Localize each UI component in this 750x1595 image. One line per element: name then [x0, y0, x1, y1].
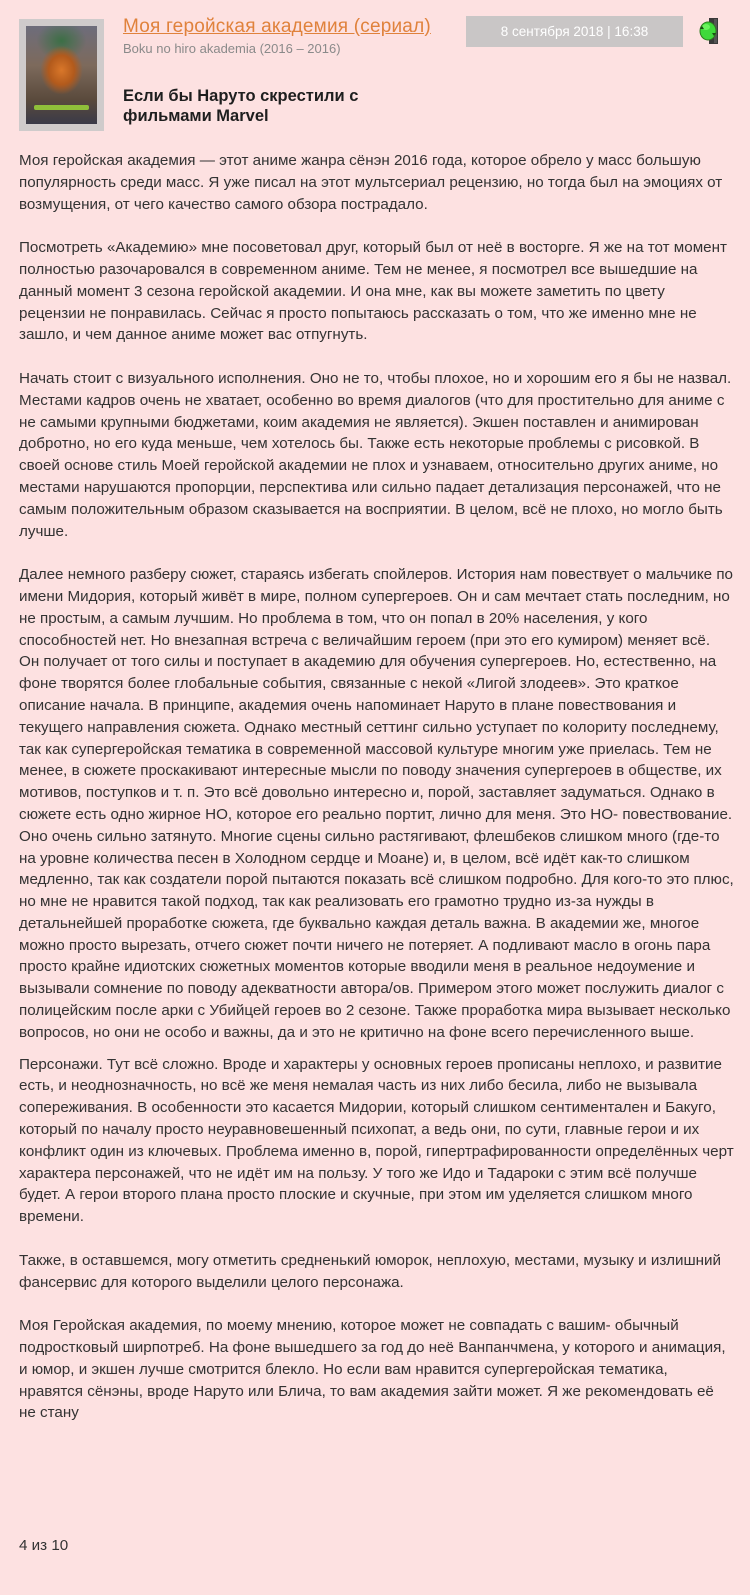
poster-thumbnail[interactable] [19, 19, 104, 131]
green-rating-icon [699, 18, 718, 44]
review-title: Если бы Наруто скрестили с фильмами Marvel [123, 87, 359, 125]
review-paragraph: Посмотреть «Академию» мне посоветовал друг, который был от неё в восторге. Я же на тот момент полностью разочаровался в современном аниме. Тем не менее, я посмотрел все вышедшие на данный момент 3 сезона геройской академии. И она мне, как вы можете заметить по цвету рецензии не понравилась. Сейчас я просто попытаюсь рассказать о том, что же именно мне не зашло, и чем данное аниме может вас отпугнуть. [19, 239, 727, 344]
review-date: 8 сентября 2018 | 16:38 [466, 16, 683, 47]
review-paragraph: Далее немного разберу сюжет, стараясь избегать спойлеров. История нам повествует о мальчике по имени Мидория, который живёт в мире, полном супергероев. Он и сам мечтает стать последним, но не простым, а самым лучшим. Но проблема в том, что он попал в 20% населения, у кого способностей нет. Но внезапная встреча с величайшим героем (при это его кумиром) меняет всё. Он получает от того силы и поступает в академию для обучения супергероев. Но, естественно, на фоне творятся более глобальные события, связанные с некой «Лигой злодеев». Это краткое описание начала. В принципе, академия очень напоминает Наруто в плане повествования и текущего направления сюжета. Однако местный сеттинг сильно уступает по колориту последнему, так как супергеройская тематика в современной массовой культуре многим уже приелась. Тем не менее, в сюжете проскакивают интересные мысли по поводу значения супергероев в обществе, их мотивов, поступков и т. п. Это всё довольно интересно и, порой, заставляет задуматься. Однако в сюжете есть одно жирное НО, которое его реально портит, лично для меня. Это НО- повествование. Оно очень сильно затянуто. Многие сцены сильно растягивают, флешбеков слишком много (где-то на уровне количества песен в Холодном сердце и Моане) и, в целом, всё идёт как-то слишком медленно, так как создатели порой пытаются показать всё слишком подробно. Для кого-то это плюс, но мне не нравится такой подход, так как реализовать его грамотно трудно из-за нужды в детальнейшей проработке сюжета, где буквально каждая деталь важна. В академии же, многое можно просто вырезать, отчего сюжет почти ничего не потеряет. А подливают масло в огонь пара просто крайне идиотских сюжетных моментов которые вводили меня в реальное недоумение и вызывали сомнение по поводу адекватности автора/ов. Примером этого может послужить диалог с полицейским после арки с Убийцей героев во 2 сезоне. Также проработка мира вызывает несколько вопросов, но они не особо и важны, да и это не критично на фоне всего перечисленного выше. [19, 566, 734, 1041]
poster-image-icon [26, 26, 97, 124]
review-paragraph: Также, в оставшемся, могу отметить средненький юморок, неплохую, местами, музыку и излишний фансервис для которого выделили целого персонажа. [19, 1251, 722, 1291]
review-rating: 4 из 10 [19, 1537, 69, 1554]
review-paragraph: Персонажи. Тут всё сложно. Вроде и характеры у основных героев прописаны неплохо, и развитие есть, и неоднозначность, но всё же меня немалая часть из них либо бесила, либо не вызывала сопереживания. В особенности это касается Мидории, который слишком сентиментален и Бакуго, который по началу просто неуравновешенный психопат, а ведь они, по сути, главные герои и их конфликт один из ключевых. Проблема именно в, порой, гипертрафированности определённых черт характера персонажей, что не идёт им на пользу. У того же Идо и Тадароки с этим всё получше будет. А герои второго плана просто плоские и скучные, при этом им уделяется слишком много времени. [19, 1055, 734, 1226]
original-title: Boku no hiro akademia (2016 – 2016) [123, 41, 341, 56]
review-paragraph: Моя Геройская академия, по моему мнению, которое может не совпадать с вашим- обычный подростковый ширпотреб. На фоне вышедшего за год до неё Ванпанчмена, у которого и анимация, и юмор, и экшен лучше смотрится блекло. Но если вам нравится супергеройская тематика, нравятся сёнэны, вроде Наруто или Блича, то вам академия зайти может. Я же рекомендовать её не стану [19, 1317, 726, 1422]
series-title-link[interactable]: Моя геройская академия (сериал) [123, 16, 431, 37]
review-header [0, 0, 750, 140]
review-body [19, 150, 734, 1446]
review-paragraph: Начать стоит с визуального исполнения. Оно не то, чтобы плохое, но и хорошим его я бы не назвал. Местами кадров очень не хватает, особенно во время диалогов (что для простительно для аниме с не самыми крупными бюджетами, коим академия не является). Экшен поставлен и анимирован добротно, но его куда меньше, чем хотелось бы. Также есть некоторые проблемы с рисовкой. В своей основе стиль Моей геройской академии не плох и узнаваем, относительно других аниме, но местами нарушаются пропорции, перспектива или сильно падает детализация персонажей, что не самым положительным образом сказывается на восприятии. В целом, всё не плохо, но могло быть лучше. [19, 369, 732, 540]
review-paragraph: Моя геройская академия — этот аниме жанра сёнэн 2016 года, которое обрело у масс большую популярность среди масс. Я уже писал на этот мультсериал рецензию, но тогда был на эмоциях от возмущения, от чего качество самого обзора пострадало. [19, 152, 723, 213]
